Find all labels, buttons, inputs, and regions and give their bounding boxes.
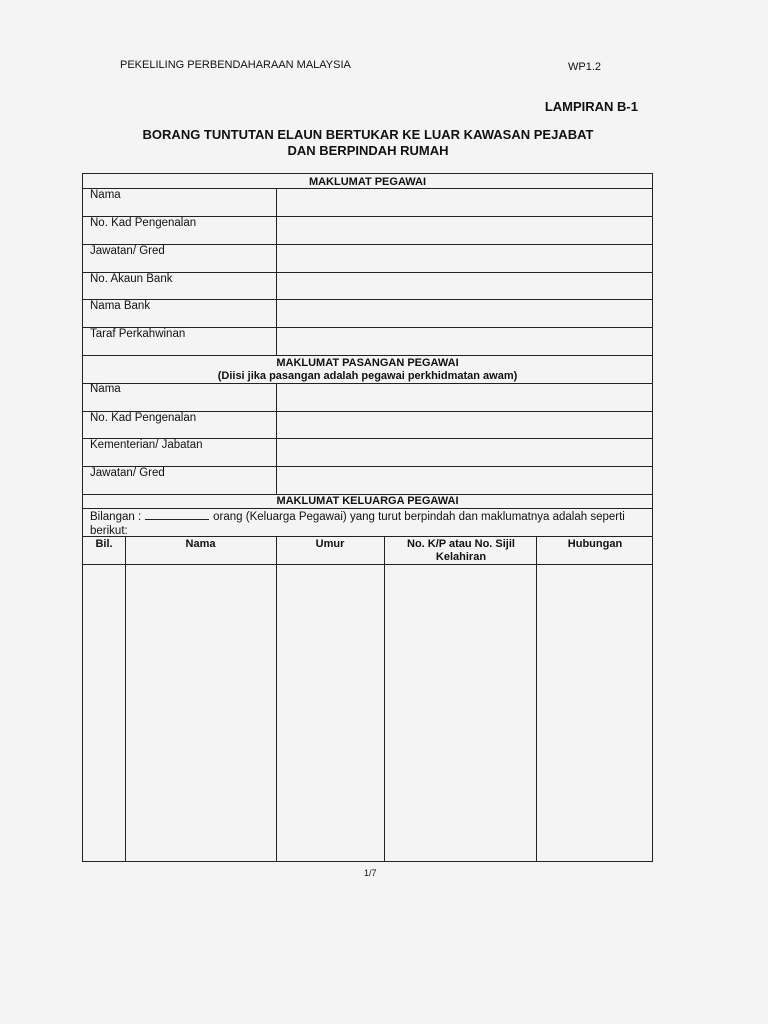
cell-no-kp[interactable] (385, 565, 536, 861)
label-pasangan-kementerian: Kementerian/ Jabatan (90, 439, 203, 451)
cell-hubungan[interactable] (537, 565, 652, 861)
col-header-bil: Bil. (95, 538, 113, 550)
claim-form (82, 173, 653, 862)
section-heading-pegawai: MAKLUMAT PEGAWAI (308, 176, 427, 188)
label-kad-pengenalan: No. Kad Pengenalan (90, 217, 197, 229)
input-pasangan-kementerian[interactable] (279, 440, 649, 462)
section-heading-pasangan: MAKLUMAT PASANGAN PEGAWAI (276, 357, 459, 369)
page-number: 1/7 (364, 868, 377, 878)
col-header-hubungan: Hubungan (567, 538, 623, 550)
input-akaun-bank[interactable] (279, 274, 649, 296)
input-taraf-perkahwinan[interactable] (279, 329, 649, 351)
label-nama: Nama (90, 189, 121, 201)
label-pasangan-kad-pengenalan: No. Kad Pengenalan (90, 412, 197, 424)
form-title-line-2: DAN BERPINDAH RUMAH (287, 143, 449, 158)
col-header-no-kp: No. K/P atau No. Sijil Kelahiran (407, 538, 515, 563)
label-jawatan-gred: Jawatan/ Gred (90, 245, 165, 257)
label-nama-bank: Nama Bank (90, 300, 151, 312)
input-pasangan-jawatan[interactable] (279, 468, 649, 490)
section-heading-keluarga: MAKLUMAT KELUARGA PEGAWAI (276, 495, 459, 507)
bilangan-label: Bilangan : (90, 511, 142, 523)
cell-umur[interactable] (277, 565, 384, 861)
input-pasangan-nama[interactable] (279, 385, 649, 407)
input-jawatan-gred[interactable] (279, 246, 649, 268)
label-taraf-perkahwinan: Taraf Perkahwinan (90, 328, 186, 340)
section-subheading-pasangan: (Diisi jika pasangan adalah pegawai perkhidmatan awam) (217, 370, 518, 382)
cell-nama[interactable] (126, 565, 276, 861)
input-nama[interactable] (279, 190, 649, 212)
input-kad-pengenalan[interactable] (279, 218, 649, 240)
bilangan-input[interactable] (145, 508, 209, 520)
header-code: WP1.2 (568, 61, 602, 73)
label-akaun-bank: No. Akaun Bank (90, 273, 173, 285)
col-header-umur: Umur (315, 538, 345, 550)
col-header-nama: Nama (185, 538, 216, 550)
label-pasangan-nama: Nama (90, 383, 121, 395)
lampiran-label: LAMPIRAN B-1 (544, 99, 638, 114)
bilangan-text: orang (Keluarga Pegawai) yang turut berpindah dan maklumatnya adalah seperti berikut: (90, 511, 625, 537)
form-title-line-1: BORANG TUNTUTAN ELAUN BERTUKAR KE LUAR KAWASAN PEJABAT (142, 127, 594, 142)
input-pasangan-kad-pengenalan[interactable] (279, 413, 649, 435)
label-pasangan-jawatan: Jawatan/ Gred (90, 467, 165, 479)
input-nama-bank[interactable] (279, 301, 649, 323)
header-title: PEKELILING PERBENDAHARAAN MALAYSIA (120, 59, 351, 71)
cell-bil[interactable] (83, 565, 125, 861)
bilangan-statement (90, 508, 650, 538)
